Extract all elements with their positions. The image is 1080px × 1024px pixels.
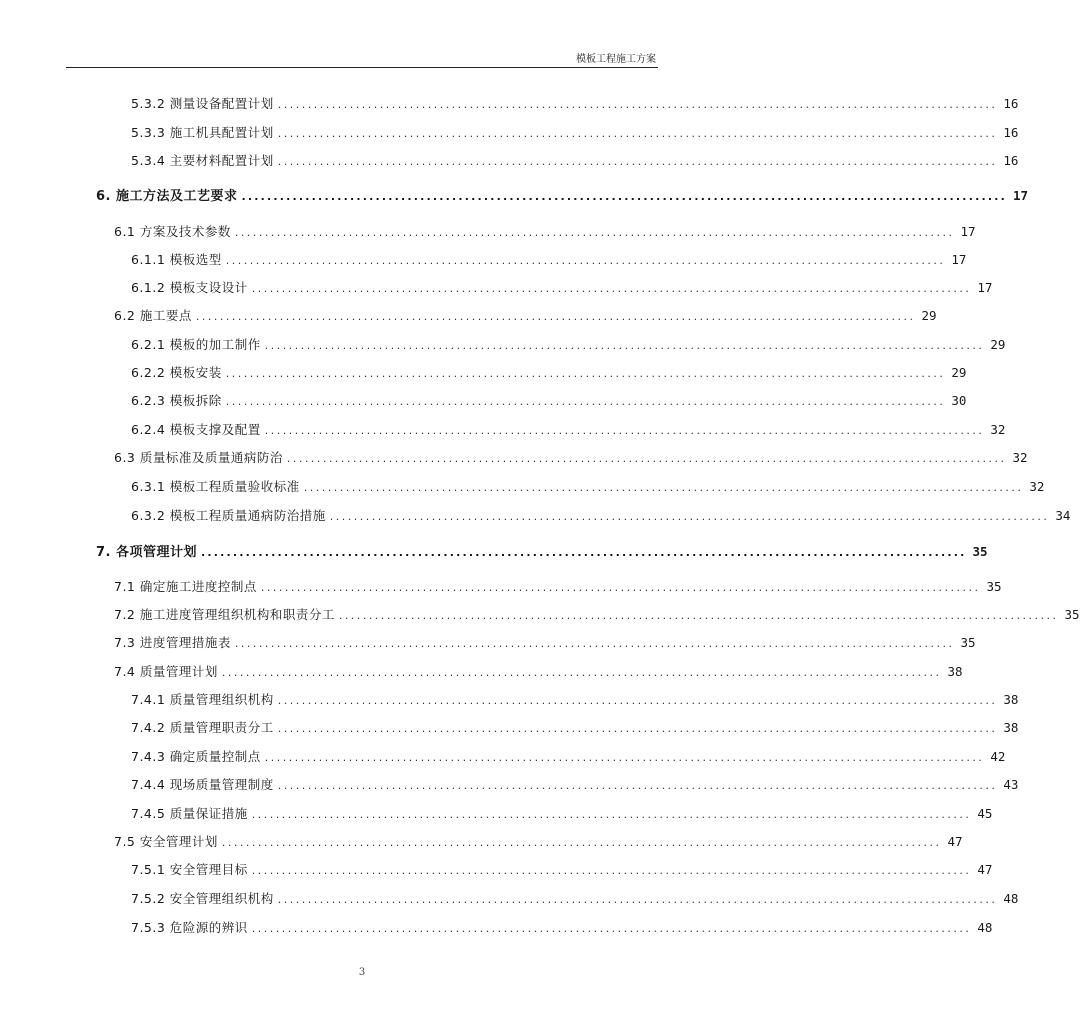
toc-entry-label: 6.2.1 模板的加工制作	[131, 337, 261, 352]
toc-entry-label: 7.1 确定施工进度控制点	[114, 579, 257, 594]
toc-leader-dots: ........................................................................................................................	[251, 864, 972, 877]
toc-entry[interactable]	[131, 365, 967, 383]
toc-entry[interactable]	[131, 422, 1006, 440]
toc-entry-label: 6.1.2 模板支设设计	[131, 280, 248, 295]
toc-entry[interactable]	[131, 891, 1019, 909]
toc-leader-dots: ........................................................................................................................	[264, 424, 985, 437]
toc-entry[interactable]	[114, 664, 963, 682]
toc-leader-dots: ........................................................................................................................	[225, 395, 946, 408]
toc-entry-page: 32	[1012, 450, 1028, 465]
toc-entry-label: 6.2.3 模板拆除	[131, 393, 222, 408]
toc-entry[interactable]	[131, 280, 993, 298]
toc-entry-page: 38	[947, 664, 963, 679]
toc-entry[interactable]	[131, 153, 1019, 171]
toc-entry-page: 35	[972, 544, 988, 559]
toc-entry[interactable]	[131, 508, 1071, 526]
toc-entry-page: 32	[990, 422, 1006, 437]
toc-entry-label: 7.5.1 安全管理目标	[131, 862, 248, 877]
toc-entry-label: 7.4.5 质量保证措施	[131, 806, 248, 821]
toc-entry-label: 7.4.4 现场质量管理制度	[131, 777, 274, 792]
toc-entry-page: 29	[990, 337, 1006, 352]
toc-leader-dots: ........................................................................................................................	[277, 722, 998, 735]
toc-entry-label: 7.3 进度管理措施表	[114, 635, 231, 650]
toc-leader-dots: ........................................................................................................................	[277, 127, 998, 140]
toc-entry-label: 7.2 施工进度管理组织机构和职责分工	[114, 607, 335, 622]
toc-entry-page: 17	[951, 252, 967, 267]
toc-entry[interactable]	[131, 862, 993, 880]
toc-entry-page: 16	[1003, 125, 1019, 140]
toc-entry[interactable]	[131, 252, 967, 270]
toc-entry-page: 38	[1003, 720, 1019, 735]
toc-leader-dots: ........................................................................................................................	[225, 254, 946, 267]
toc-leader-dots: ........................................................................................................................	[195, 310, 916, 323]
toc-leader-dots: ........................................................................................................................	[277, 98, 998, 111]
toc-entry-page: 35	[960, 635, 976, 650]
toc-entry[interactable]	[131, 692, 1019, 710]
toc-entry-label: 6.1.1 模板选型	[131, 252, 222, 267]
toc-leader-dots: ........................................................................................................................	[277, 155, 998, 168]
toc-leader-dots: ........................................................................................................................	[225, 367, 946, 380]
toc-entry-label: 6.2 施工要点	[114, 308, 192, 323]
toc-leader-dots: ........................................................................................................................	[221, 666, 942, 679]
toc-entry-label: 5.3.3 施工机具配置计划	[131, 125, 274, 140]
toc-entry-page: 17	[960, 224, 976, 239]
toc-entry-page: 16	[1003, 96, 1019, 111]
toc-leader-dots: ........................................................................................................................	[264, 751, 985, 764]
toc-entry[interactable]	[131, 479, 1045, 497]
toc-entry-label: 6.1 方案及技术参数	[114, 224, 231, 239]
toc-entry-label: 7.4.3 确定质量控制点	[131, 749, 261, 764]
toc-entry-label: 6.3.1 模板工程质量验收标准	[131, 479, 300, 494]
toc-entry-label: 5.3.2 测量设备配置计划	[131, 96, 274, 111]
toc-entry-label: 6.3.2 模板工程质量通病防治措施	[131, 508, 326, 523]
toc-leader-dots: ........................................................................................................................	[303, 481, 1024, 494]
toc-entry-page: 17	[1012, 188, 1029, 203]
toc-entry-label: 5.3.4 主要材料配置计划	[131, 153, 274, 168]
toc-entry-label: 7.4 质量管理计划	[114, 664, 218, 679]
toc-entry-label: 6.3 质量标准及质量通病防治	[114, 450, 283, 465]
toc-leader-dots: ........................................................................................................................	[241, 190, 1007, 203]
header-rule	[66, 67, 658, 68]
toc-entry-label: 7.4.2 质量管理职责分工	[131, 720, 274, 735]
toc-entry-page: 17	[977, 280, 993, 295]
toc-entry[interactable]	[114, 607, 1080, 625]
toc-leader-dots: ........................................................................................................................	[338, 609, 1059, 622]
toc-leader-dots: ........................................................................................................................	[286, 452, 1007, 465]
toc-entry[interactable]	[114, 224, 976, 242]
toc-leader-dots: ........................................................................................................................	[251, 922, 972, 935]
toc-entry-page: 35	[986, 579, 1002, 594]
toc-entry-page: 48	[1003, 891, 1019, 906]
toc-entry[interactable]	[114, 450, 1028, 468]
toc-entry-page: 29	[921, 308, 937, 323]
toc-leader-dots: ........................................................................................................................	[251, 808, 972, 821]
toc-leader-dots: ........................................................................................................................	[221, 836, 942, 849]
toc-entry[interactable]	[131, 777, 1019, 795]
toc-entry[interactable]	[114, 635, 976, 653]
toc-leader-dots: ........................................................................................................................	[277, 694, 998, 707]
toc-entry[interactable]	[131, 749, 1006, 767]
toc-entry[interactable]	[131, 720, 1019, 738]
toc-entry-label: 6.2.4 模板支撑及配置	[131, 422, 261, 437]
toc-leader-dots: ........................................................................................................................	[251, 282, 972, 295]
toc-entry[interactable]	[131, 806, 993, 824]
toc-entry[interactable]	[114, 834, 963, 852]
toc-entry-page: 32	[1029, 479, 1045, 494]
toc-entry[interactable]	[114, 308, 937, 326]
toc-leader-dots: ........................................................................................................................	[329, 510, 1050, 523]
toc-entry[interactable]	[131, 920, 993, 938]
toc-leader-dots: ........................................................................................................................	[234, 226, 955, 239]
toc-entry-label: 6. 施工方法及工艺要求	[96, 189, 238, 204]
toc-entry-label: 7. 各项管理计划	[96, 545, 198, 560]
toc-entry-page: 47	[947, 834, 963, 849]
toc-entry-label: 7.5.3 危险源的辨识	[131, 920, 248, 935]
toc-entry-page: 42	[990, 749, 1006, 764]
toc-entry-label: 6.2.2 模板安装	[131, 365, 222, 380]
toc-entry[interactable]	[131, 393, 967, 411]
page-number: 3	[358, 967, 366, 978]
toc-entry-page: 43	[1003, 777, 1019, 792]
running-header: 模板工程施工方案	[576, 54, 656, 65]
toc-entry-page: 48	[977, 920, 993, 935]
toc-entry[interactable]	[114, 579, 1002, 597]
toc-leader-dots: ........................................................................................................................	[260, 581, 981, 594]
toc-leader-dots: ........................................................................................................................	[234, 637, 955, 650]
toc-leader-dots: ........................................................................................................................	[277, 779, 998, 792]
toc-entry-page: 45	[977, 806, 993, 821]
toc-entry-page: 29	[951, 365, 967, 380]
toc-entry-page: 16	[1003, 153, 1019, 168]
toc-entry-page: 47	[977, 862, 993, 877]
toc-entry-page: 35	[1064, 607, 1080, 622]
toc-entry-page: 38	[1003, 692, 1019, 707]
toc-entry[interactable]	[131, 125, 1019, 143]
toc-leader-dots: ........................................................................................................................	[264, 339, 985, 352]
toc-entry[interactable]	[96, 188, 1029, 206]
toc-entry[interactable]	[131, 337, 1006, 355]
toc-entry-label: 7.5 安全管理计划	[114, 834, 218, 849]
toc-entry-label: 7.4.1 质量管理组织机构	[131, 692, 274, 707]
toc-entry[interactable]	[131, 96, 1019, 114]
toc-entry-page: 34	[1055, 508, 1071, 523]
toc-entry[interactable]	[96, 544, 988, 562]
toc-entry-page: 30	[951, 393, 967, 408]
toc-entry-label: 7.5.2 安全管理组织机构	[131, 891, 274, 906]
toc-leader-dots: ........................................................................................................................	[277, 893, 998, 906]
toc-leader-dots: ........................................................................................................................	[201, 546, 967, 559]
